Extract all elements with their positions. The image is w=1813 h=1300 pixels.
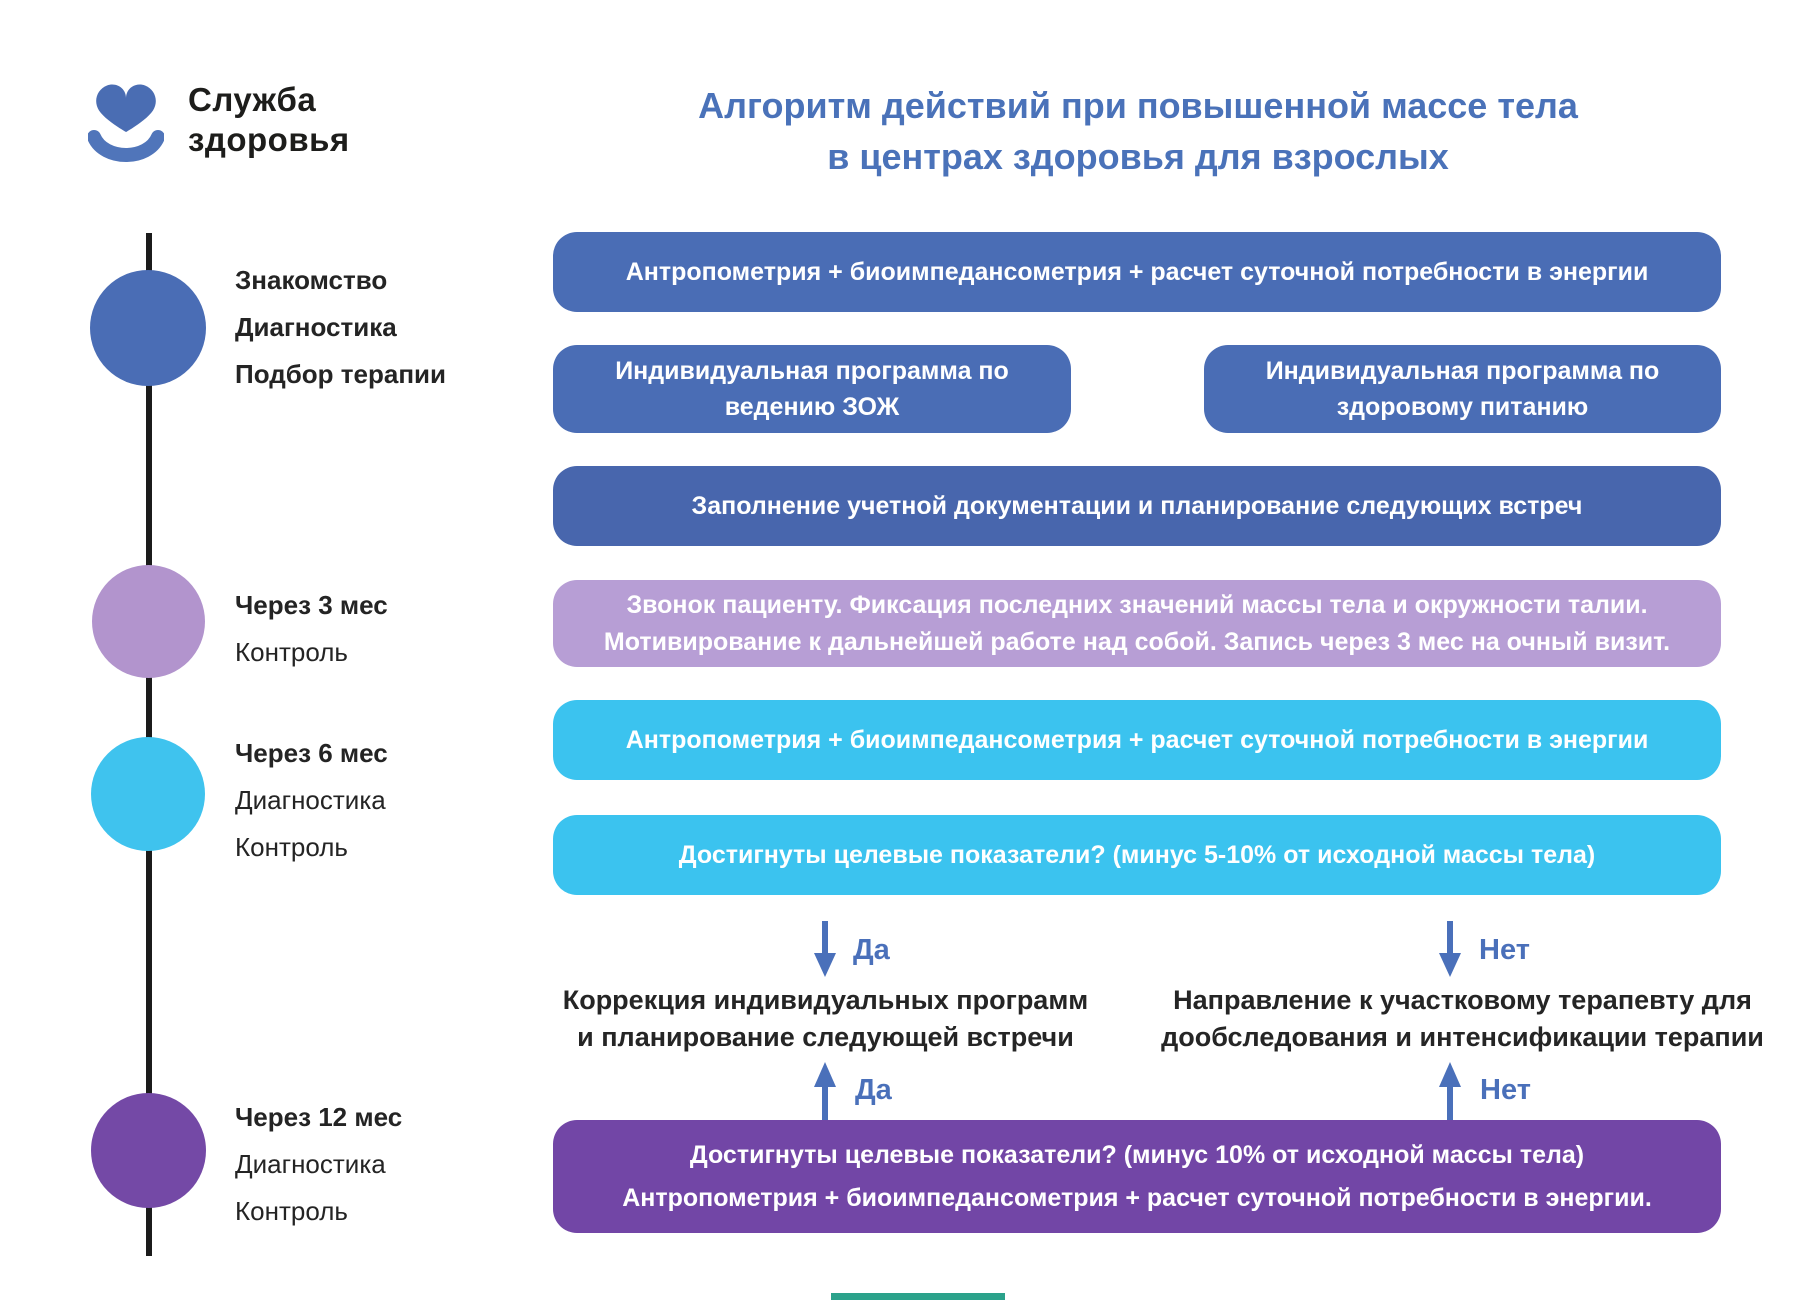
step-nutrition-program-line1: Индивидуальная программа по: [1265, 356, 1660, 385]
heart-smile-logo-icon: [88, 82, 164, 164]
outcome-no-text: [1150, 982, 1775, 1055]
stage2-label: Контроль: [235, 637, 348, 667]
arrow-down-no-icon: [1437, 921, 1463, 977]
stage1-label: Подбор терапии: [235, 359, 446, 389]
decision-goal-6m-box: [553, 815, 1721, 895]
step-anthropometry-2-text: Антропометрия + биоимпедансометрия + расчет суточной потребности в энергии: [625, 725, 1649, 754]
stage3-period-label: Через 6 мес: [235, 738, 388, 768]
step-nutrition-program-box: [1204, 345, 1721, 433]
step-patient-call-line1: Звонок пациенту. Фиксация последних значений массы тела и окружности талии.: [626, 591, 1648, 620]
stage4-label: Контроль: [235, 1196, 348, 1226]
outcome-yes-line2: и планирование следующей встречи: [577, 1021, 1074, 1052]
footer-accent-bar: [831, 1293, 1005, 1300]
stage1-label: Знакомство: [235, 265, 388, 295]
logo-wordmark: [188, 80, 350, 159]
step-patient-call-box: [553, 580, 1721, 667]
outcome-yes-line1: Коррекция индивидуальных программ: [562, 985, 1089, 1015]
page-title-line1: Алгоритм действий при повышенной массе тела: [698, 85, 1578, 126]
stage2-period-label: Через 3 мес: [235, 590, 388, 620]
arrow-up-yes-icon: [812, 1062, 838, 1128]
step-anthropometry-1-text: Антропометрия + биоимпедансометрия + расчет суточной потребности в энергии: [625, 257, 1649, 286]
outcome-yes-text: [553, 982, 1098, 1055]
no-label-up: Нет: [1480, 1074, 1531, 1106]
stage1-labels: [235, 265, 446, 389]
step-nutrition-program-line2: здоровому питанию: [1336, 393, 1589, 421]
stage4-period-label: Через 12 мес: [235, 1102, 403, 1132]
step-patient-call-line2: Мотивирование к дальнейшей работе над собой. Запись через 3 мес на очный визит.: [603, 627, 1671, 656]
outcome-no-line2: дообследования и интенсификации терапии: [1161, 1021, 1764, 1052]
stage4-label: Диагностика: [235, 1149, 386, 1179]
step-lifestyle-program-line1: Индивидуальная программа по: [615, 356, 1009, 385]
no-label-down: Нет: [1479, 934, 1530, 966]
stage2-labels: [235, 590, 388, 667]
step-lifestyle-program-line2: ведению ЗОЖ: [724, 393, 900, 421]
timeline-dot-stage2: [92, 565, 205, 678]
step-lifestyle-program-box: [553, 345, 1071, 433]
timeline-dot-stage1: [90, 270, 206, 386]
step-documentation-text: Заполнение учетной документации и планирование следующих встреч: [691, 491, 1583, 520]
step-anthropometry-1-box: [553, 232, 1721, 312]
logo-word-line2: здоровья: [188, 120, 350, 158]
stage4-labels: [235, 1102, 402, 1226]
timeline-dot-stage3: [91, 737, 205, 851]
logo-word-line1: Служба: [188, 81, 317, 118]
stage3-labels: [235, 738, 388, 862]
decision-goal-6m-text: Достигнуты целевые показатели? (минус 5-10% от исходной массы тела): [678, 840, 1596, 869]
page-title: [553, 80, 1723, 182]
stage3-label: Диагностика: [235, 785, 386, 815]
decision-goal-12m-box: [553, 1120, 1721, 1233]
arrow-down-yes-icon: [812, 921, 838, 977]
stage3-label: Контроль: [235, 832, 348, 862]
decision-goal-12m-line2: Антропометрия + биоимпедансометрия + расчет суточной потребности в энергии.: [622, 1183, 1652, 1212]
arrow-up-no-icon: [1437, 1062, 1463, 1128]
yes-label-up: Да: [855, 1074, 892, 1106]
page-title-line2: в центрах здоровья для взрослых: [827, 136, 1449, 178]
step-documentation-box: [553, 466, 1721, 546]
outcome-no-line1: Направление к участковому терапевту для: [1173, 985, 1752, 1015]
yes-label-down: Да: [853, 934, 890, 966]
decision-goal-12m-line1: Достигнуты целевые показатели? (минус 10% от исходной массы тела): [689, 1141, 1585, 1169]
step-anthropometry-2-box: [553, 700, 1721, 780]
timeline-dot-stage4: [91, 1093, 206, 1208]
stage1-label: Диагностика: [235, 312, 397, 342]
